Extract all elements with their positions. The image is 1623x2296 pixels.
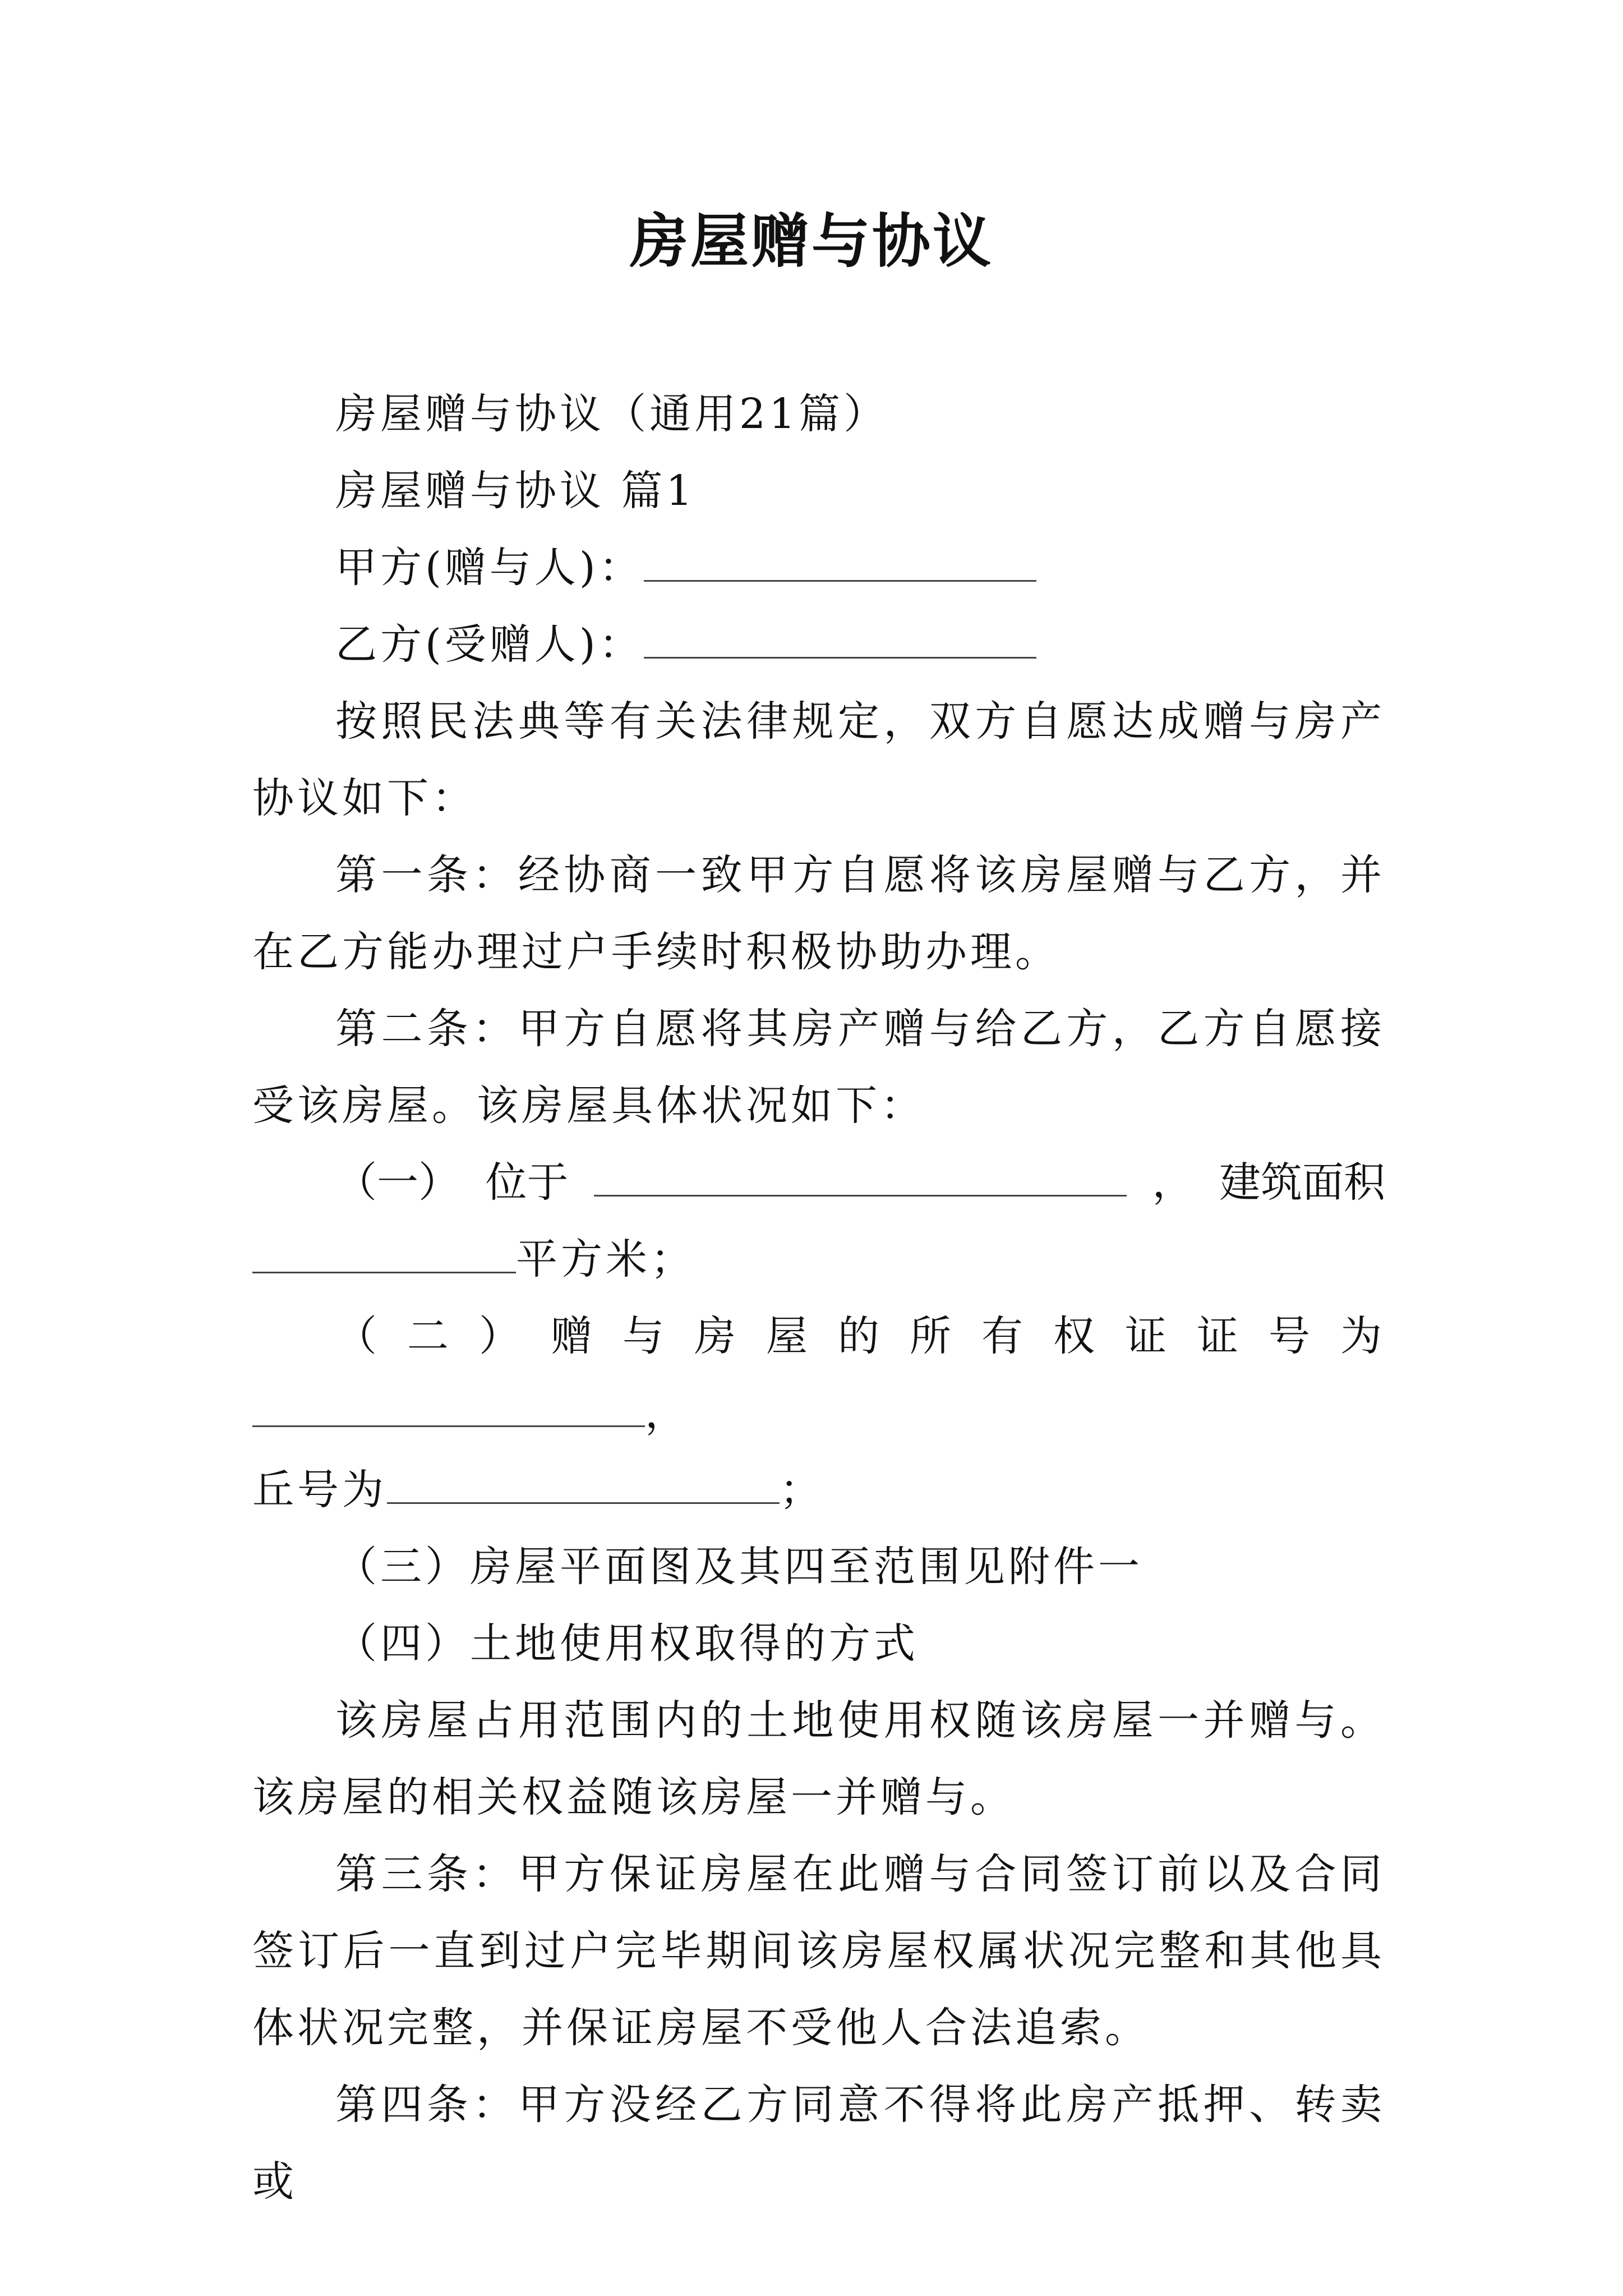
item-2-number: （二）: [335, 1312, 551, 1360]
item-2-cert-blank: [252, 1381, 645, 1427]
article-4: 第四条：甲方没经乙方同意不得将此房产抵押、转卖或: [252, 2081, 1385, 2206]
item-1-area-blank: [252, 1227, 516, 1273]
party-a-line: [252, 530, 1385, 606]
item-2-lot-blank: [387, 1457, 780, 1504]
document-subtitle: 房屋赠与协议（通用21篇）: [335, 390, 889, 438]
item-1-area-label: 建筑面积: [1219, 1158, 1385, 1207]
item-1-location-blank: [594, 1150, 1127, 1197]
item-1-area-unit: 平方米；: [516, 1235, 695, 1283]
item-1: [252, 1144, 1385, 1298]
article-2: 第二条：甲方自愿将其房产赠与给乙方，乙方自愿接受该房屋。该房屋具体状况如下：: [252, 1005, 1385, 1130]
item-1-location-label: 位于: [485, 1158, 569, 1207]
article-1: 第一条：经协商一致甲方自愿将该房屋赠与乙方，并在乙方能办理过户手续时积极协助办理。: [252, 851, 1385, 976]
party-a-label: 甲方(赠与人)：: [335, 544, 644, 592]
party-a-blank: [644, 535, 1036, 582]
land-rights-paragraph: 该房屋占用范围内的土地使用权随该房屋一并赠与。该房屋的相关权益随该房屋一并赠与。: [252, 1696, 1385, 1821]
item-1-comma: ，: [1152, 1158, 1194, 1207]
item-2-cert-label: 赠与房屋的所有权证证号为: [551, 1312, 1385, 1360]
item-2: [252, 1298, 1385, 1529]
item-2-comma: ，: [645, 1389, 690, 1437]
party-b-blank: [644, 612, 1036, 659]
section-heading: 房屋赠与协议 篇1: [335, 467, 696, 515]
item-2-lot-label: 丘号为: [252, 1466, 387, 1514]
item-2-end: ；: [780, 1466, 824, 1514]
item-1-line-2: [252, 1221, 1385, 1298]
party-b-line: [252, 606, 1385, 683]
item-2-line-1: [252, 1298, 1385, 1452]
article-3: 第三条：甲方保证房屋在此赠与合同签订前以及合同签订后一直到过户完毕期间该房屋权属状况完整和其他具体状况完整，并保证房屋不受他人合法追索。: [252, 1850, 1385, 2052]
item-1-number: （一）: [335, 1158, 460, 1207]
document-body: [252, 376, 1385, 2220]
document-title: 房屋赠与协议: [629, 206, 993, 275]
intro-paragraph: 按照民法典等有关法律规定，双方自愿达成赠与房产协议如下：: [252, 697, 1385, 822]
item-3: （三）房屋平面图及其四至范围见附件一: [335, 1543, 1143, 1591]
party-b-label: 乙方(受赠人)：: [335, 620, 644, 669]
item-1-line-1: [252, 1144, 1385, 1221]
item-2-line-2: [252, 1452, 1385, 1529]
item-4: （四）土地使用权取得的方式: [335, 1619, 919, 1668]
